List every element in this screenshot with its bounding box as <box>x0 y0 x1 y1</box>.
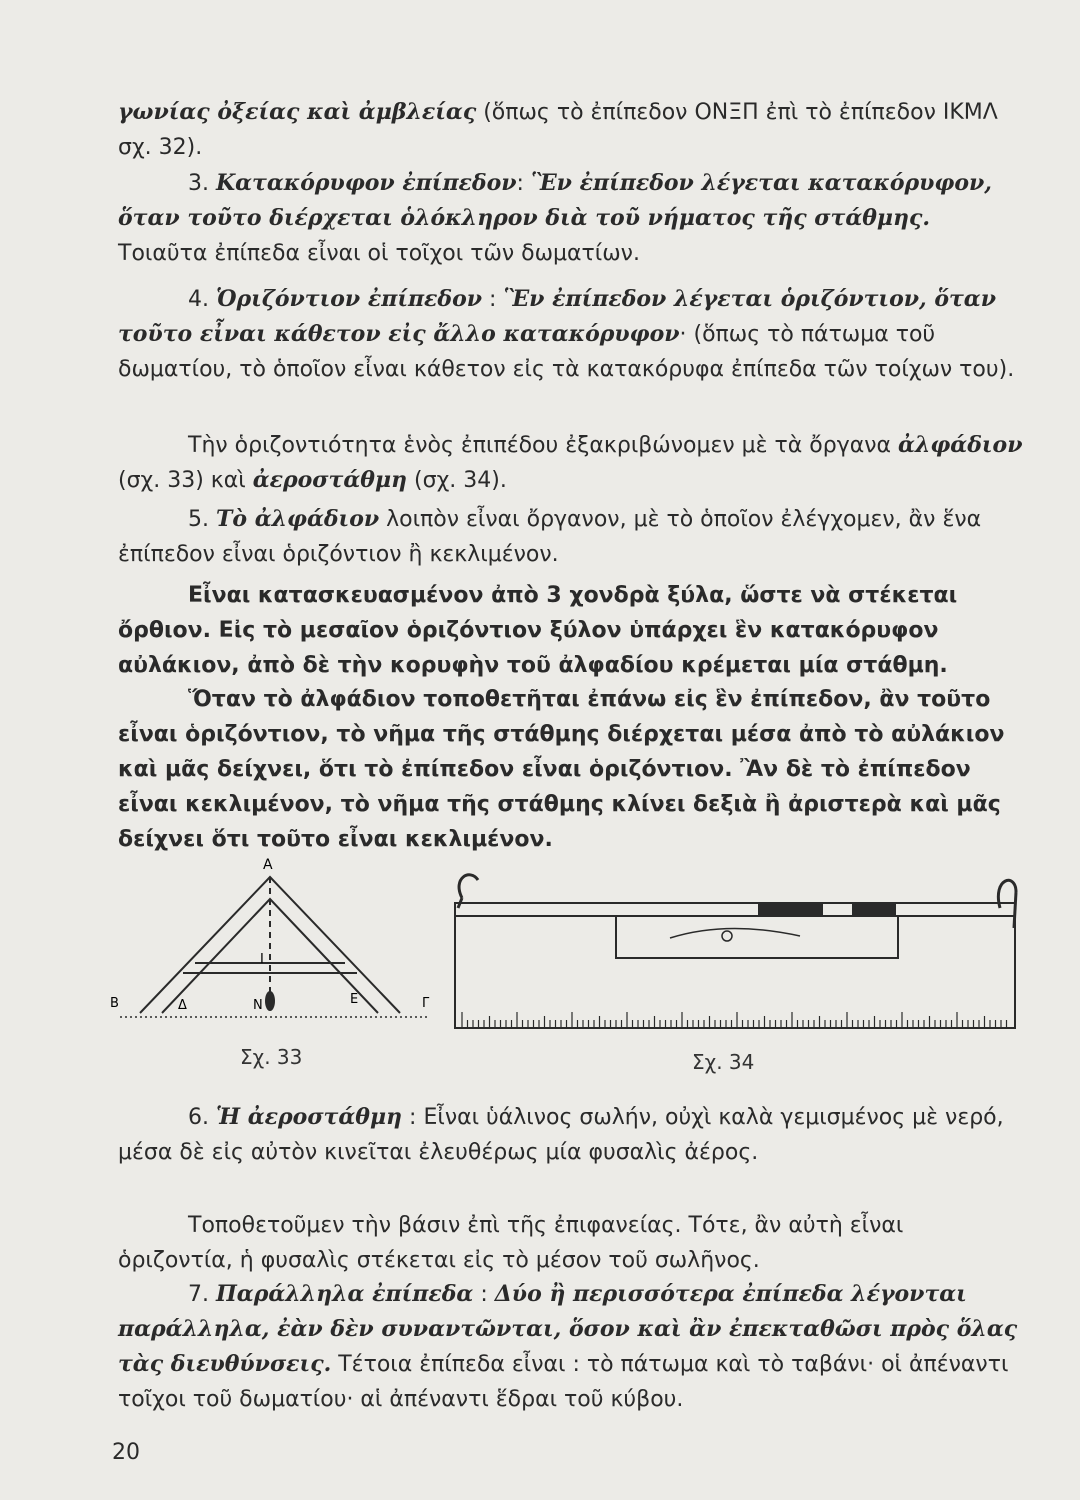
paragraph-instruments <box>118 428 1024 498</box>
ruler-scale <box>462 1012 1007 1028</box>
item-number: 5. <box>188 507 216 532</box>
left-hook <box>459 875 478 898</box>
paragraph-horizontal-plane <box>118 282 1024 387</box>
paragraph-text: · (ὅπως τὸ πάτωμα τοῦ δωματίου, τὸ ὁποῖον εἶναι κάθετον εἰς τὰ κατακόρυφα ἐπίπεδα τῶν τοίχων του). <box>118 322 1015 382</box>
item-number: 6. <box>188 1105 216 1130</box>
separator: : <box>473 1282 495 1307</box>
term-vertical-plane: Κατακόρυφον ἐπίπεδον <box>215 170 517 196</box>
label-g: Γ <box>422 996 430 1011</box>
paragraph-text: Τοιαῦτα ἐπίπεδα εἶναι οἱ τοῖχοι τῶν δωματίων. <box>118 241 640 266</box>
plumb-bob <box>265 991 275 1011</box>
paragraph-construction: Εἶναι κατασκευασμένον ἀπὸ 3 χονδρὰ ξύλα, ὥστε νὰ στέκεται ὄρθιον. Εἰς τὸ μεσαῖον ὁριζόντιον ξύλον ὑπάρχει ἓν κατακόρυφον αὐλάκιον, ἀπὸ δὲ τὴν κορυφὴν τοῦ ἀλφαδίου κρέμεται μία στάθμη. <box>118 583 958 678</box>
paragraph-text: (σχ. 33) καὶ <box>118 468 253 493</box>
paragraph-aerostathmi <box>118 1100 1024 1170</box>
term-alfadion-heading: Τὸ ἀλφάδιον <box>215 506 380 532</box>
paragraph-bubble: Τοποθετοῦμεν τὴν βάσιν ἐπὶ τῆς ἐπιφανείας. Τότε, ἂν αὐτὴ εἶναι ὁριζοντία, ἡ φυσαλὶς στέκεται εἰς τὸ μέσον τοῦ σωλῆνος. <box>118 1213 904 1273</box>
label-apex: Α <box>263 857 273 873</box>
paragraph-alfadion <box>118 502 1024 572</box>
term-aerostathmi: ἀεροστάθμη <box>252 467 408 493</box>
separator: : <box>516 171 531 196</box>
paragraph-text: Τὴν ὁριζοντιότητα ἑνὸς ἐπιπέδου ἐξακριβώνομεν μὲ τὰ ὄργανα <box>188 433 899 458</box>
paragraph-angles <box>118 95 1024 165</box>
definition-parallel-planes: Δύο ἢ περισσότερα ἐπίπεδα λέγονται παράλληλα, ἐὰν δὲν συναντῶνται, ὅσον καὶ ἂν ἐπεκταθῶσι πρὸς ὅλας τὰς διευθύνσεις. <box>118 1281 1018 1377</box>
separator: : <box>482 287 504 312</box>
term-alfadion: ἀλφάδιον <box>898 432 1023 458</box>
definition-horizontal-plane: Ἓν ἐπίπεδον λέγεται ὁριζόντιον, ὅταν τοῦτο εἶναι κάθετον εἰς ἄλλο κατακόρυφον <box>118 286 997 347</box>
item-number: 4. <box>188 287 216 312</box>
term-aerostathmi-heading: Ἡ ἀεροστάθμη <box>215 1104 403 1130</box>
separator: : <box>402 1105 424 1130</box>
glass-tube-frame <box>616 916 898 958</box>
caption-figure-33: Σχ. 33 <box>240 1045 303 1069</box>
glass-tube <box>670 928 800 938</box>
item-number: 3. <box>188 171 216 196</box>
item-number: 7. <box>188 1282 216 1307</box>
paragraph-text: (σχ. 34). <box>407 468 507 493</box>
level-body <box>455 903 1015 1028</box>
page-number: 20 <box>112 1440 140 1465</box>
paragraph-text: λοιπὸν εἶναι ὄργανον, μὲ τὸ ὁποῖον ἐλέγχομεν, ἂν ἕνα ἐπίπεδον εἶναι ὁριζόντιον ἢ κεκλιμένον. <box>118 507 982 567</box>
level-marker-left <box>758 903 823 916</box>
label-e: Ε <box>350 992 359 1007</box>
italic-phrase: γωνίας ὀξείας καὶ ἀμβλείας <box>118 99 477 125</box>
label-n: Ν <box>253 998 263 1013</box>
paragraph-text: Εἶναι ὑάλινος σωλήν, οὐχὶ καλὰ γεμισμένος μὲ νερό, μέσα δὲ εἰς αὐτὸν κινεῖται ἐλευθέρως μία φυσαλὶς ἀέρος. <box>118 1105 1004 1165</box>
paragraph-text: (ὅπως τὸ ἐπίπεδον ΟΝΞΠ ἐπὶ τὸ ἐπίπεδον ΙΚΜΛ σχ. 32). <box>118 100 998 160</box>
alfadion-drawing <box>120 877 430 1017</box>
paragraph-text: Τέτοια ἐπίπεδα εἶναι : τὸ πάτωμα καὶ τὸ ταβάνι· οἱ ἀπέναντι τοῖχοι τοῦ δωματίου· αἱ ἀπέναντι ἕδραι τοῦ κύβου. <box>118 1352 1009 1412</box>
figure-33-alfadion <box>100 855 450 1035</box>
level-marker-right <box>852 903 896 916</box>
term-horizontal-plane: Ὁριζόντιον ἐπίπεδον <box>215 286 483 312</box>
caption-figure-34: Σχ. 34 <box>692 1050 755 1074</box>
label-b: Β <box>110 996 119 1011</box>
term-parallel-planes: Παράλληλα ἐπίπεδα <box>215 1281 474 1307</box>
figure-34-spirit-level <box>440 868 1030 1038</box>
air-bubble <box>722 931 732 941</box>
paragraph-parallel-planes <box>118 1277 1024 1417</box>
paragraph-usage: Ὅταν τὸ ἀλφάδιον τοποθετῆται ἐπάνω εἰς ἓν ἐπίπεδον, ἂν τοῦτο εἶναι ὁριζόντιον, τὸ νῆμα τῆς στάθμης διέρχεται μέσα ἀπὸ τὸ αὐλάκιον καὶ μᾶς δείχνει, ὅτι τὸ ἐπίπεδον εἶναι ὁριζόντιον. Ἂν δὲ τὸ ἐπίπεδον εἶναι κεκλιμένον, τὸ νῆμα τῆς στάθμης κλίνει δεξιὰ ἢ ἀριστερὰ καὶ μᾶς δείχνει ὅτι τοῦτο εἶναι κεκλιμένον. <box>118 687 1005 852</box>
paragraph-vertical-plane <box>118 166 1024 271</box>
label-delta: Δ <box>178 998 187 1013</box>
definition-vertical-plane: Ἓν ἐπίπεδον λέγεται κατακόρυφον, ὅταν τοῦτο διέρχεται ὁλόκληρον διὰ τοῦ νήματος τῆς στάθμης. <box>118 170 992 231</box>
label-i: Ι <box>260 952 264 967</box>
